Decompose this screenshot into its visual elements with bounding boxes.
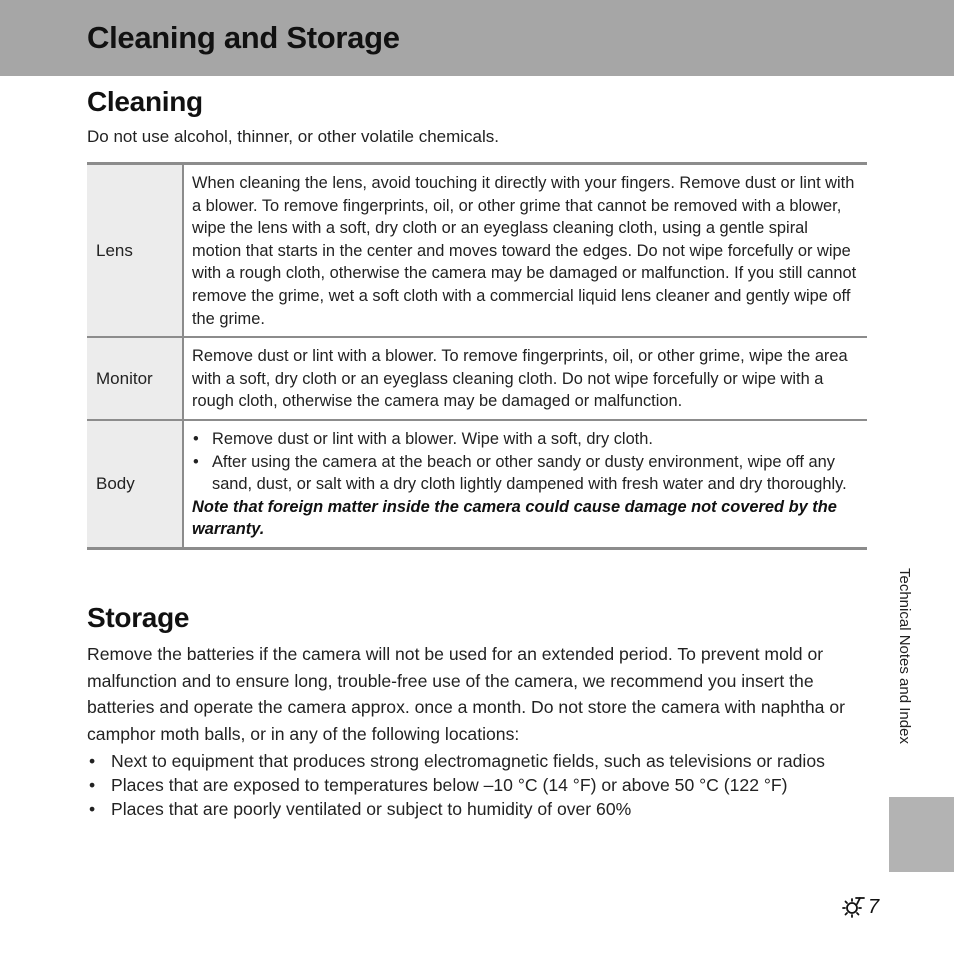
row-label: Body — [87, 420, 183, 548]
row-description: When cleaning the lens, avoid touching it directly with your fingers. Remove dust or lint with a blower. To remove fingerprints, oil, or other grime that cannot be removed with a blower, wipe the lens with a soft, dry cloth or an eyeglass cleaning cloth, using a gentle spiral motion that starts in the center and moves toward the edges. Do not wipe forcefully or wipe with a rough cloth, otherwise the camera may be damaged or malfunction. If you still cannot remove the grime, wet a soft cloth with a commercial liquid lens cleaner and gently wipe off the grime. — [192, 174, 857, 328]
row-description — [183, 420, 867, 548]
row-label: Monitor — [87, 337, 183, 420]
cleaning-intro: Do not use alcohol, thinner, or other volatile chemicals. — [87, 127, 500, 146]
page-number-value: 7 — [868, 895, 880, 918]
table-row-body — [87, 420, 867, 548]
list-item: • Places that are poorly ventilated or subject to humidity of over 60% — [87, 797, 867, 821]
list-item: • After using the camera at the beach or other sandy or dusty environment, wipe off any sand, dust, or salt with a dry cloth lightly dampened with fresh water and dry thoroughly. — [192, 451, 859, 496]
page-number — [840, 892, 879, 922]
row-label: Lens — [87, 164, 183, 338]
section-tab — [889, 797, 954, 872]
storage-paragraph: Remove the batteries if the camera will not be used for an extended period. To prevent mold or malfunction and to ensure long, trouble-free use of the camera, we recommend you insert the batteries and operate the camera approx. once a month. Do not store the camera with naphtha or camphor moth balls, or in any of the following locations: — [87, 644, 845, 744]
list-item: • Next to equipment that produces strong electromagnetic fields, such as televisions or radios — [87, 749, 867, 773]
cleaning-heading: Cleaning — [87, 86, 203, 117]
warranty-note: Note that foreign matter inside the camera could cause damage not covered by the warranty. — [192, 497, 837, 539]
body-bullet-list — [192, 428, 859, 496]
cleaning-table — [87, 162, 867, 550]
list-item: • Remove dust or lint with a blower. Wipe with a soft, dry cloth. — [192, 428, 859, 451]
list-item: • Places that are exposed to temperatures below –10 °C (14 °F) or above 50 °C (122 °F) — [87, 773, 867, 797]
technical-notes-icon — [840, 894, 866, 920]
table-row-monitor — [87, 337, 867, 420]
section-side-label: Technical Notes and Index — [896, 568, 913, 744]
page-title: Cleaning and Storage — [87, 20, 400, 55]
storage-bullet-list — [87, 749, 867, 821]
row-description: Remove dust or lint with a blower. To remove fingerprints, oil, or other grime, wipe the area with a soft, dry cloth or an eyeglass cleaning cloth. Do not wipe forcefully or wipe with a rough cloth, otherwise the camera may be damaged or malfunction. — [183, 337, 867, 420]
storage-heading: Storage — [87, 602, 190, 633]
table-row-lens — [87, 164, 867, 338]
